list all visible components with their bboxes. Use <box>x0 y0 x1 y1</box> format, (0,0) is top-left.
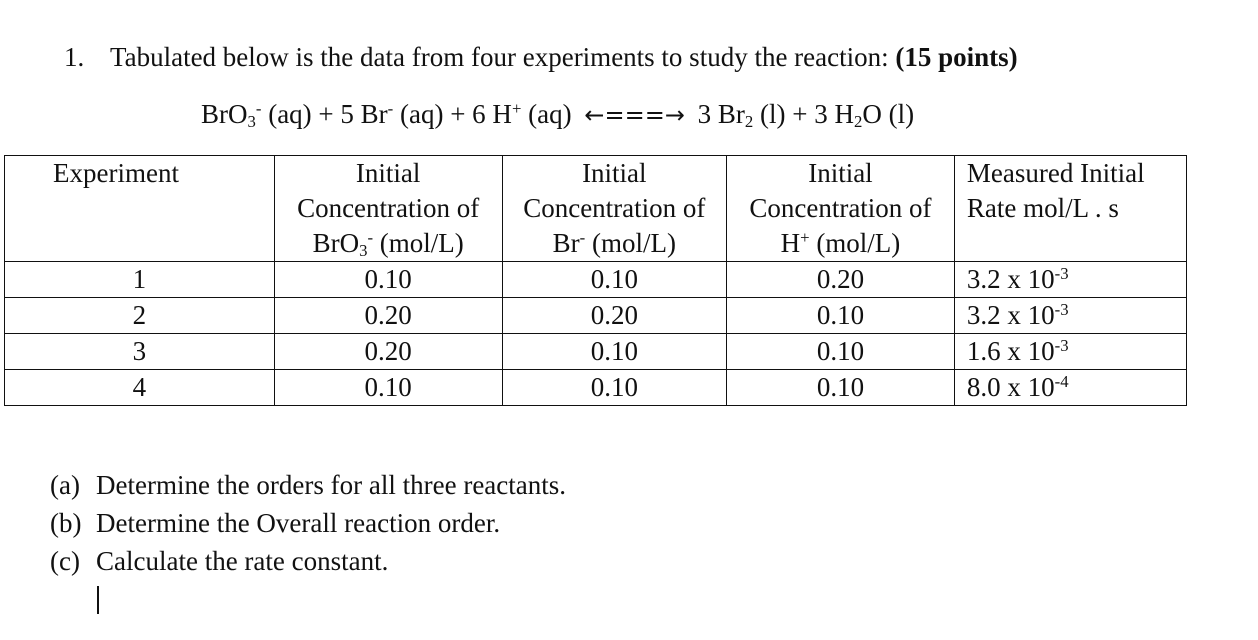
cell-hydrogen: 0.10 <box>727 370 955 406</box>
cell-bromide: 0.10 <box>502 370 726 406</box>
cell-bromide: 0.20 <box>502 298 726 334</box>
cell-hydrogen: 0.10 <box>727 298 955 334</box>
table-row <box>5 298 1187 334</box>
equilibrium-arrow-icon: ←===→ <box>584 101 685 129</box>
cell-experiment: 1 <box>5 262 275 298</box>
hydrogen-state: (aq) <box>528 99 572 129</box>
table-row <box>5 334 1187 370</box>
cell-bromate: 0.10 <box>274 262 502 298</box>
cell-rate: 3.2 x $10^{-3}$ <box>954 262 1186 298</box>
question-parts <box>50 466 566 580</box>
cell-experiment: 4 <box>5 370 275 406</box>
cell-rate: 3.2 x $10^{-3}$ <box>954 298 1186 334</box>
cell-bromide: 0.10 <box>502 334 726 370</box>
cell-experiment: 3 <box>5 334 275 370</box>
header-experiment: Experiment <box>5 156 275 262</box>
cell-experiment: 2 <box>5 298 275 334</box>
table-row <box>5 370 1187 406</box>
product-water: (l) + 3 $H_2O$ (l) <box>760 99 915 132</box>
bromide-charge: - <box>387 98 394 118</box>
cell-bromide: 0.10 <box>502 262 726 298</box>
cell-bromate: 0.10 <box>274 370 502 406</box>
question-number: 1. <box>64 42 85 72</box>
text-cursor[interactable] <box>97 586 99 614</box>
part-c: (c) Calculate the rate constant. <box>50 546 389 576</box>
table-header-row <box>5 156 1187 262</box>
question-points: (15 points) <box>895 42 1018 72</box>
product-bromine: 3 $Br_2$ <box>697 99 754 132</box>
experiment-data-table <box>4 155 1187 406</box>
cell-hydrogen: 0.10 <box>727 334 955 370</box>
cell-rate: 1.6 x $10^{-3}$ <box>954 334 1186 370</box>
question-text: Tabulated below is the data from four experiments to study the reaction: <box>110 42 889 72</box>
bromate-formula: BrO$_3$- <box>201 98 262 132</box>
cell-bromate: 0.20 <box>274 298 502 334</box>
reaction-equation <box>201 99 914 130</box>
part-a: (a) Determine the orders for all three reactants. <box>50 470 567 500</box>
question-heading <box>64 42 1018 73</box>
cell-bromate: 0.20 <box>274 334 502 370</box>
header-bromide-concentration: Initial Concentration of Br- (mol/L) <box>502 156 726 262</box>
cell-rate: 8.0 x $10^{-4}$ <box>954 370 1186 406</box>
header-hydrogen-concentration: Initial Concentration of H+ (mol/L) <box>727 156 955 262</box>
hydrogen-charge: + <box>511 98 522 118</box>
bromate-state: (aq) + 5 Br <box>268 99 388 129</box>
header-bromate-concentration: Initial Concentration of BrO$_3$- (mol/L) <box>274 156 502 262</box>
bromide-state: (aq) + 6 H <box>399 99 512 129</box>
header-initial-rate: Measured Initial Rate mol/L . s <box>954 156 1186 262</box>
cell-hydrogen: 0.20 <box>727 262 955 298</box>
part-b: (b) Determine the Overall reaction order. <box>50 508 501 538</box>
table-row <box>5 262 1187 298</box>
